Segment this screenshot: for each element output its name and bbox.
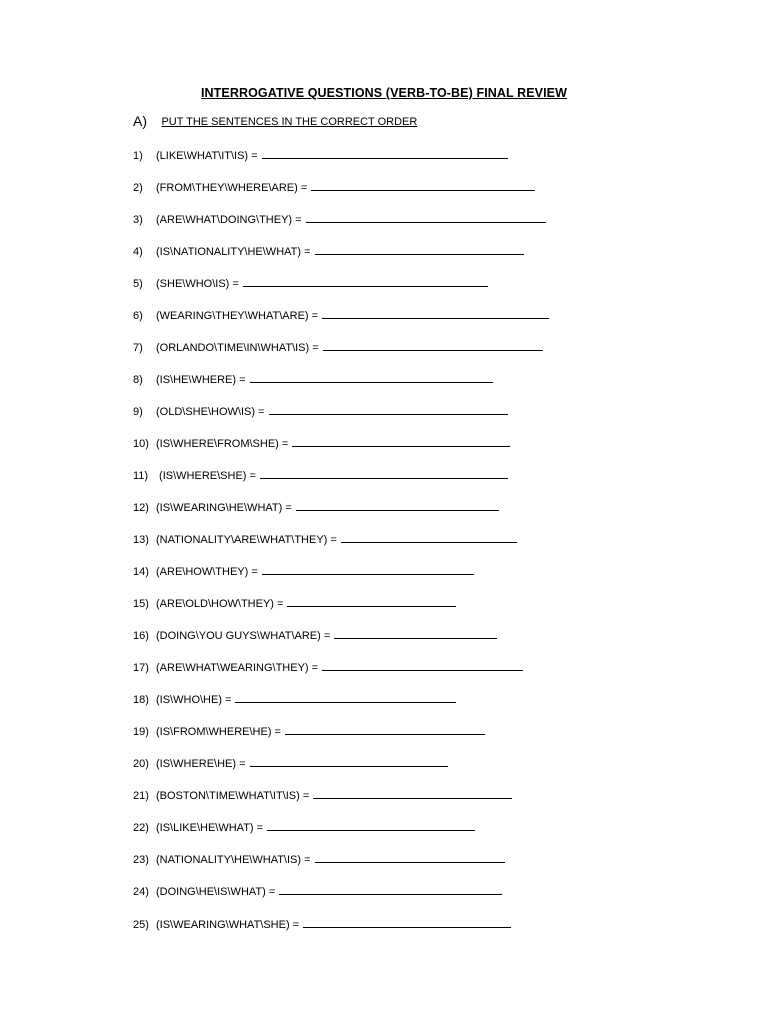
answer-blank[interactable] <box>322 661 523 671</box>
question-number: 6) <box>133 310 143 322</box>
question-item <box>133 149 508 163</box>
answer-blank[interactable] <box>285 725 485 735</box>
question-number: 7) <box>133 342 143 354</box>
answer-blank[interactable] <box>315 853 505 863</box>
question-text: (IS\NATIONALITY\HE\WHAT) = <box>156 246 311 258</box>
question-number: 20) <box>133 758 149 770</box>
question-text: (NATIONALITY\HE\WHAT\IS) = <box>156 854 311 866</box>
question-number: 19) <box>133 726 149 738</box>
question-item <box>133 501 499 515</box>
section-letter: A) <box>133 113 147 129</box>
worksheet-title: INTERROGATIVE QUESTIONS (VERB-TO-BE) FINAL REVIEW <box>200 86 568 100</box>
answer-blank[interactable] <box>260 469 508 479</box>
question-number: 9) <box>133 406 143 418</box>
question-text: (DOING\YOU GUYS\WHAT\ARE) = <box>156 630 331 642</box>
answer-blank[interactable] <box>287 597 456 607</box>
question-number: 16) <box>133 630 149 642</box>
question-text: (ORLANDO\TIME\IN\WHAT\IS) = <box>156 342 319 354</box>
question-item <box>133 661 523 675</box>
question-text: (IS\WHO\HE) = <box>156 694 232 706</box>
answer-blank[interactable] <box>262 149 508 159</box>
question-item <box>133 629 497 643</box>
question-number: 24) <box>133 886 149 898</box>
question-item <box>133 757 448 771</box>
question-item <box>133 373 493 387</box>
question-number: 11) <box>133 470 149 482</box>
question-text: (IS\WHERE\SHE) = <box>156 470 256 482</box>
question-number: 13) <box>133 534 149 546</box>
answer-blank[interactable] <box>313 789 512 799</box>
question-item <box>133 533 517 547</box>
question-text: (OLD\SHE\HOW\IS) = <box>156 406 265 418</box>
answer-blank[interactable] <box>334 629 497 639</box>
question-item <box>133 565 474 579</box>
question-item <box>133 597 456 611</box>
question-number: 23) <box>133 854 149 866</box>
question-number: 21) <box>133 790 149 802</box>
question-item <box>133 213 546 227</box>
question-text: (FROM\THEY\WHERE\ARE) = <box>156 182 308 194</box>
answer-blank[interactable] <box>250 757 448 767</box>
question-number: 1) <box>133 150 143 162</box>
question-number: 22) <box>133 822 149 834</box>
question-text: (IS\WHERE\FROM\SHE) = <box>156 438 289 450</box>
question-text: (LIKE\WHAT\IT\IS) = <box>156 150 258 162</box>
question-text: (NATIONALITY\ARE\WHAT\THEY) = <box>156 534 337 546</box>
question-number: 8) <box>133 374 143 386</box>
question-item <box>133 309 549 323</box>
question-text: (ARE\WHAT\WEARING\THEY) = <box>156 662 319 674</box>
question-item <box>133 181 535 195</box>
question-text: (ARE\OLD\HOW\THEY) = <box>156 598 284 610</box>
question-number: 18) <box>133 694 149 706</box>
question-item <box>133 789 512 803</box>
answer-blank[interactable] <box>279 885 502 895</box>
question-number: 17) <box>133 662 149 674</box>
question-number: 14) <box>133 566 149 578</box>
question-text: (IS\WEARING\WHAT\SHE) = <box>156 919 300 931</box>
section-header <box>133 113 417 131</box>
question-item <box>133 821 475 835</box>
question-item <box>133 437 510 451</box>
question-text: (SHE\WHO\IS) = <box>156 278 239 290</box>
answer-blank[interactable] <box>303 918 511 928</box>
question-text: (IS\FROM\WHERE\HE) = <box>156 726 281 738</box>
answer-blank[interactable] <box>323 341 543 351</box>
answer-blank[interactable] <box>306 213 546 223</box>
question-text: (IS\WHERE\HE) = <box>156 758 246 770</box>
answer-blank[interactable] <box>315 245 524 255</box>
answer-blank[interactable] <box>296 501 499 511</box>
answer-blank[interactable] <box>269 405 509 415</box>
question-number: 10) <box>133 438 149 450</box>
answer-blank[interactable] <box>235 693 456 703</box>
question-item <box>133 405 508 419</box>
answer-blank[interactable] <box>292 437 510 447</box>
answer-blank[interactable] <box>311 181 535 191</box>
question-item <box>133 277 488 291</box>
answer-blank[interactable] <box>250 373 493 383</box>
question-number: 2) <box>133 182 143 194</box>
question-item <box>133 245 524 259</box>
question-text: (IS\WEARING\HE\WHAT) = <box>156 502 292 514</box>
question-text: (BOSTON\TIME\WHAT\IT\IS) = <box>156 790 310 802</box>
answer-blank[interactable] <box>322 309 549 319</box>
question-item <box>133 853 505 867</box>
question-item <box>133 918 511 932</box>
question-text: (DOING\HE\IS\WHAT) = <box>156 886 276 898</box>
question-text: (IS\HE\WHERE) = <box>156 374 246 386</box>
question-text: (WEARING\THEY\WHAT\ARE) = <box>156 310 319 322</box>
answer-blank[interactable] <box>267 821 475 831</box>
question-number: 5) <box>133 278 143 290</box>
question-item <box>133 693 456 707</box>
question-number: 4) <box>133 246 143 258</box>
question-item <box>133 725 485 739</box>
question-number: 15) <box>133 598 149 610</box>
answer-blank[interactable] <box>341 533 517 543</box>
answer-blank[interactable] <box>243 277 488 287</box>
question-text: (ARE\WHAT\DOING\THEY) = <box>156 214 302 226</box>
section-instruction: PUT THE SENTENCES IN THE CORRECT ORDER <box>161 116 418 128</box>
question-number: 12) <box>133 502 149 514</box>
answer-blank[interactable] <box>262 565 474 575</box>
question-text: (IS\LIKE\HE\WHAT) = <box>156 822 264 834</box>
question-text: (ARE\HOW\THEY) = <box>156 566 258 578</box>
question-number: 3) <box>133 214 143 226</box>
question-item <box>133 885 502 899</box>
question-item <box>133 469 508 483</box>
question-number: 25) <box>133 919 149 931</box>
question-item <box>133 341 543 355</box>
